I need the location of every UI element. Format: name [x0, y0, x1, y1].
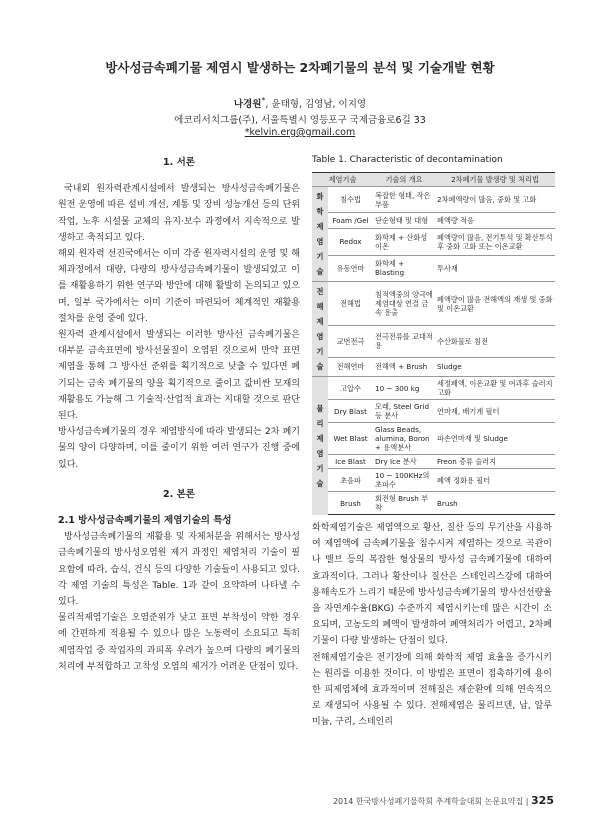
- table-row: [312, 469, 555, 492]
- tech-cell: Dry Blast: [328, 400, 373, 423]
- tech-cell: 교번전극: [328, 326, 373, 358]
- table-row: [312, 187, 555, 213]
- intro-paragraph: 방사성금속폐기물의 경우 제염방식에 따라 발생되는 2차 폐기물의 양이 다양하며, 이를 줄이기 위한 여러 연구가 진행 중에 있다.: [58, 427, 300, 470]
- co-authors: , 윤태형, 김영남, 이지영: [265, 99, 367, 111]
- table-row: [312, 229, 555, 255]
- waste-cell: 폐액 정화용 필터: [435, 469, 555, 492]
- table-header-row: [312, 173, 555, 187]
- table-row: [312, 213, 555, 229]
- body-paragraph: 방사성금속폐기물의 재활용 및 자체처분을 위해서는 방사성금속폐기물의 방사성오염원 제거 과정인 제염처리 기술이 필요함에 따라, 습식, 건식 등의 다양한 기술들이 사용되고 있다. 각 제염 기술의 특성은 Table. 1과 같이 요약하여 나타낼 수 있다.: [58, 532, 300, 608]
- table-row: [312, 455, 555, 469]
- section-heading-body: 2. 본론: [163, 488, 195, 500]
- tech-cell: Wet Blast: [328, 423, 373, 455]
- waste-cell: 파손연마재 및 Sludge: [435, 423, 555, 455]
- summary-cell: 회전형 Brush 부착: [373, 492, 435, 515]
- intro-paragraph: 국내외 원자력관계시설에서 발생되는 방사성금속폐기물은 원전 운영에 따른 설비 개선, 계통 및 장비 성능개선 등의 단위작업, 노후 시설물 교체의 유지·보수 과정에서 지속적으로 발생하고 축적되고 있다.: [58, 184, 300, 243]
- tech-cell: 전해연마: [328, 357, 373, 376]
- table-row: [312, 423, 555, 455]
- waste-cell: 폐액량 적음: [435, 213, 555, 229]
- tech-cell: 침수법: [328, 187, 373, 213]
- summary-cell: 10 ~ 100KHz의 초파수: [373, 469, 435, 492]
- corresponding-mark: *: [261, 96, 266, 105]
- waste-cell: 2차폐액량이 많음, 중화 및 고화: [435, 187, 555, 213]
- body-paragraph: 전해제염기술은 전기장에 의해 화학적 제염 효율을 증가시키는 원리를 이용한 것이다. 이 방법은 표면이 접촉하기에 용이한 피제염체에 효과적이며 전해질은 재순환에 의해 연속적으로 재생되어 사용될 수 있다. 전해제염은 물리브덴, 납, 알루미늄, 구리, 스테인리: [312, 652, 552, 728]
- summary-cell: 침적액중의 양극에 제염대상 연결 금속 용출: [373, 282, 435, 326]
- waste-cell: Freon 증류 슬러지: [435, 455, 555, 469]
- left-column: [58, 155, 300, 675]
- table-row: [312, 400, 555, 423]
- table-row: [312, 255, 555, 281]
- waste-cell: 연마재, 배기계 필터: [435, 400, 555, 423]
- paper-title: 방사성금속폐기물 제염시 발생하는 2차폐기물의 분석 및 기술개발 현황: [105, 60, 495, 75]
- tech-cell: 전해법: [328, 282, 373, 326]
- summary-cell: 10 ~ 300 kg: [373, 377, 435, 400]
- category-cell: 화 학 제 염 기 술: [312, 187, 328, 282]
- table-header-cell: 기술의 개요: [373, 173, 435, 187]
- page-footer: [0, 794, 554, 807]
- author-line: [0, 96, 600, 110]
- summary-cell: 전해액 + Brush: [373, 357, 435, 376]
- page-number: 325: [531, 794, 554, 807]
- table-row: [312, 492, 555, 515]
- waste-cell: 투사재: [435, 255, 555, 281]
- body-paragraph: 화학제염기술은 제염액으로 황산, 질산 등의 무기산을 사용하여 제염액에 금속폐기물을 침수시켜 제염하는 것으로 곡관이나 밸브 등의 복잡한 형상물의 방사성 금속폐기물에 대하여 효과적이다. 그러나 황산이나 질산은 스테인리스강에 대하여 용해속도가 느리기 때문에 방사성금속폐기물의 방사선선량율을 자연계수율(BKG) 수준까지 제염시키는데 많은 시간이 소요되며, 고농도의 폐액이 발생하여 폐액처리가 어렵고, 2차폐기물이 다량 발생하는 단점이 있다.: [312, 523, 552, 647]
- table-row: [312, 282, 555, 326]
- conference-name: 2014 한국방사성폐기물학회 추계학술대회 논문요약집: [332, 797, 524, 806]
- summary-cell: Glass Beads, alumina, Boron + 용액분사: [373, 423, 435, 455]
- first-author: 나경원: [233, 99, 262, 111]
- tech-cell: 초음파: [328, 469, 373, 492]
- waste-cell: 세정폐액, 이온교환 및 여과후 슬러지고화: [435, 377, 555, 400]
- intro-paragraph: 해외 원자력 선진국에서는 이미 각종 원자력시설의 운영 및 해체과정에서 대량, 다량의 방사성금속폐기물이 발생되었고 이를 재활용하기 위한 연구와 방안에 대해 활발히 논의되고 있으며, 일부 국가에서는 이미 기준이 마련되어 체계적인 재활용 절차를 운영 중에 있다.: [58, 249, 300, 324]
- table-row: [312, 357, 555, 376]
- right-column: [312, 520, 552, 731]
- summary-cell: 화학제 + 산화성이온: [373, 229, 435, 255]
- waste-cell: 수산화물로 침전: [435, 326, 555, 358]
- subsection-heading: 2.1 방사성금속폐기물의 제염기술의 특성: [58, 515, 232, 527]
- tech-cell: 유동연마: [328, 255, 373, 281]
- table-row: [312, 377, 555, 400]
- tech-cell: Foam /Gel: [328, 213, 373, 229]
- affiliation: 에코리서치그룹(주), 서울특별시 영등포구 국제금융로6길 33: [174, 115, 426, 126]
- tech-cell: Redox: [328, 229, 373, 255]
- intro-paragraph: 원자력 관계시설에서 발생되는 이러한 방사선 금속폐기물은 대부분 금속표면에 방사선물질이 오염된 것으로써 만약 표면 제염을 통해 그 방사선 준위를 획기적으로 낮출 수 있다면 폐기되는 금속 폐기물의 양을 획기적으로 줄이고 값비싼 모재의 재활용도 가능해 그 기술적·산업적 효과는 지대할 것으로 판단된다.: [58, 330, 300, 422]
- section-heading-introduction: 1. 서론: [163, 157, 195, 168]
- tech-cell: Ice Blast: [328, 455, 373, 469]
- tech-cell: 고압수: [328, 377, 373, 400]
- footer-separator: |: [525, 797, 529, 806]
- waste-cell: 폐액량이 많음, 전기투석 및 확산투석 후 중화 고화 또는 이온교환: [435, 229, 555, 255]
- decontamination-table: [312, 172, 555, 515]
- table-header-cell: 제염기술: [312, 173, 373, 187]
- summary-cell: Dry Ice 분사: [373, 455, 435, 469]
- summary-cell: 단순형태 및 대형: [373, 213, 435, 229]
- summary-cell: 복잡한 형태, 작은 부품: [373, 187, 435, 213]
- tech-cell: Brush: [328, 492, 373, 515]
- waste-cell: 폐액량이 많음 전해액의 재생 및 중화 및 이온교환: [435, 282, 555, 326]
- category-cell: 전 해 제 염 기 술: [312, 282, 328, 377]
- table-header-cell: 2차폐기물 발생량 및 처리법: [435, 173, 555, 187]
- summary-cell: 화학제 + Blasting: [373, 255, 435, 281]
- author-email[interactable]: *kelvin.erg@gmail.com: [244, 127, 356, 138]
- table-row: [312, 326, 555, 358]
- waste-cell: Sludge: [435, 357, 555, 376]
- table-caption: Table 1. Characteristic of decontamination: [312, 155, 503, 165]
- body-paragraph: 물리적제염기술은 오염준위가 낮고 표면 부착성이 약한 경우에 간편하게 적용될 수 있으나 많은 노동력이 소요되고 특히 제염작업 중 작업자의 과피폭 우려가 높으며 다량의 폐기물의 처리에 부적합하고 고착성 오염의 제거가 어려운 단점이 있다.: [58, 613, 300, 672]
- summary-cell: 모래, Steel Grid 등 분사: [373, 400, 435, 423]
- category-cell: 물 리 제 염 기 술: [312, 377, 328, 515]
- summary-cell: 전극전류를 교대적용: [373, 326, 435, 358]
- waste-cell: Brush: [435, 492, 555, 515]
